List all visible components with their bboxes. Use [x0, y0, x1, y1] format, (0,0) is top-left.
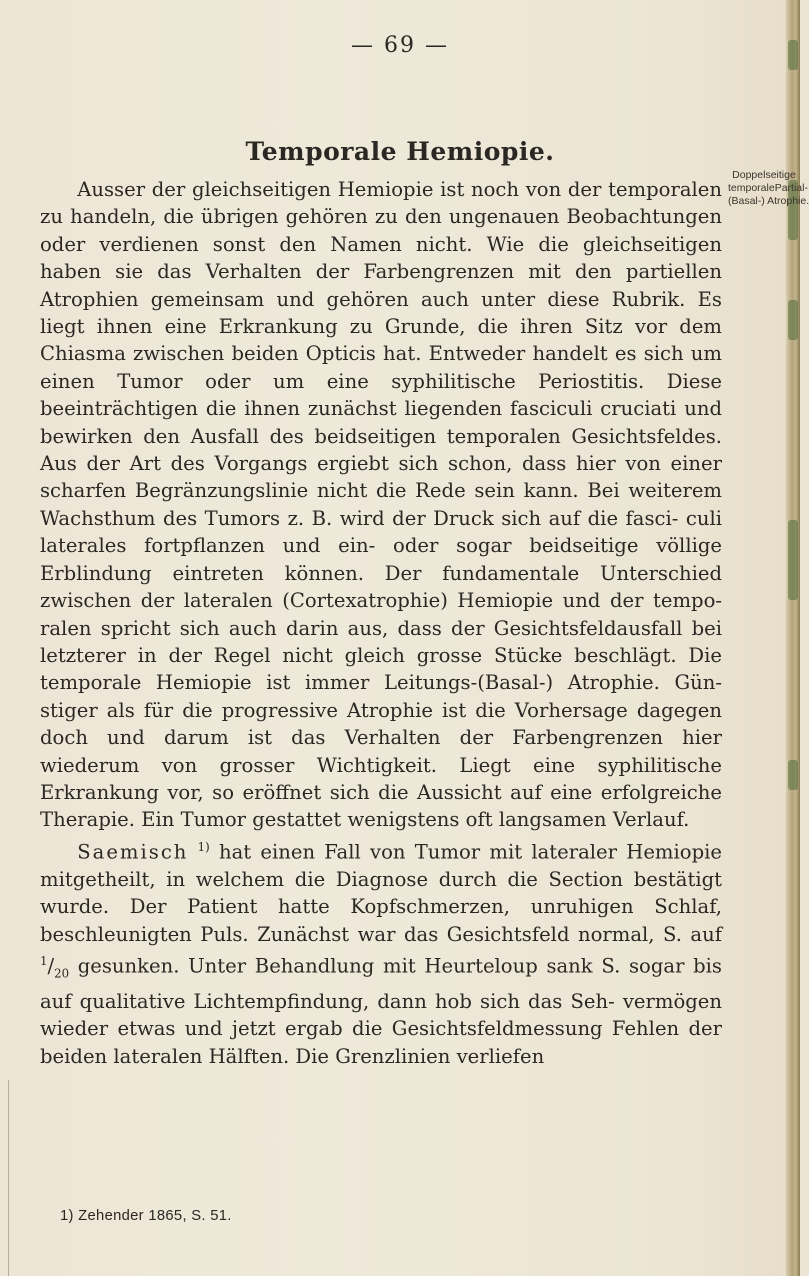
footnote: 1) Zehender 1865, S. 51. [60, 1208, 232, 1224]
author-name: Saemisch [77, 840, 189, 864]
left-margin-rule [8, 1080, 9, 1276]
page-number: — 69 — [351, 33, 449, 58]
footnote-reference: 1) [197, 839, 210, 854]
page-title: Temporale Hemiopie. [245, 137, 555, 166]
paragraph-1: Ausser der gleichseitigen Hemiopie ist noch von der temporalen zu handeln, die übrigen gehören zu den ungenauen Beobachtungen oder verdienen sonst den Namen nicht. Wie die gleichseitigen haben sie das Verhalten der Farbengrenzen mit den partiellen Atrophien gemeinsam und gehören auch unter diese Rubrik. Es liegt ihnen eine Erkrankung zu Grunde, die ihren Sitz vor dem Chiasma zwischen beiden Opticis hat. Entweder handelt es sich um einen Tumor oder um eine syphilitische Periostitis. Diese beeinträchtigen die ihnen zunächst liegenden fasciculi cruciati und bewirken den Ausfall des beidseitigen temporalen Gesichtsfeldes. Aus der Art des Vorgangs ergiebt sich schon, dass hier von einer scharfen Begränzungslinie nicht die Rede sein kann. Bei weiterem Wachsthum des Tumors z. B. wird der Druck sich auf die fasci- culi laterales fortpflanzen und ein- oder sogar beidseitige völlige Erblindung eintreten können. Der fundamentale Unterschied zwischen der lateralen (Cortexatrophie) Hemiopie und der tempo- ralen spricht sich auch darin aus, dass der Gesichtsfeldausfall bei letzterer in der Regel nicht gleich grosse Stücke beschlägt. Die temporale Hemiopie ist immer Leitungs-(Basal-) Atrophie. Gün- stiger als für die progressive Atrophie ist die Vorhersage dagegen doch und darum ist das Verhalten der Farbengrenzen hier wiederum von grosser Wichtigkeit. Liegt eine syphilitische Erkrankung vor, so eröffnet sich die Aussicht auf eine erfolgreiche Therapie. Ein Tumor gestattet wenigstens oft langsamen Verlauf. [40, 178, 722, 832]
marginal-note-line-2: temporalePartial- [728, 182, 808, 194]
fraction-denominator: 20 [54, 966, 70, 981]
paragraph-2: Saemisch $^{1)}$ hat einen Fall von Tumor mit lateraler Hemiopie mitgetheilt, in welchem die Diagnose durch die Section bestätigt wurde. Der Patient hatte Kopfschmerzen, unruhigen Schlaf, beschleunigten Puls. Zunächst war das Gesichtsfeld normal, S. auf $^1/_{20}$ gesunken. Unter Behandlung mit Heurteloup sank S. sogar bis auf qualitative Lichtempfindung, dann hob sich das Seh- vermögen wieder etwas und jetzt ergab die Gesichtsfeldmessung Fehlen der beiden lateralen Hälften. Die Grenzlinien verliefen [40, 839, 722, 1068]
marginal-note-line-1: Doppelseitige [732, 169, 796, 181]
marginal-note-line-3: (Basal-) Atrophie. [728, 195, 809, 207]
body-text [40, 176, 722, 1070]
fraction-numerator: 1 [40, 953, 48, 968]
paragraph-2-text: hat einen Fall von Tumor mit lateraler Hemiopie mitgetheilt, in welchem die Diagnose durch die Section bestätigt wurde. Der Patient hatte Kopfschmerzen, unruhigen Schlaf, beschleunigten Puls. Zunächst war das Gesichtsfeld normal, S. auf [40, 840, 722, 946]
marginal-note [728, 169, 809, 208]
paragraph-2-end: gesunken. Unter Behandlung mit Heurteloup sank S. sogar bis auf qualitative Lichtempfindung, dann hob sich das Seh- vermögen wieder etwas und jetzt ergab die Gesichtsfeldmessung Fehlen der beiden lateralen Hälften. Die Grenzlinien verliefen [40, 954, 722, 1068]
